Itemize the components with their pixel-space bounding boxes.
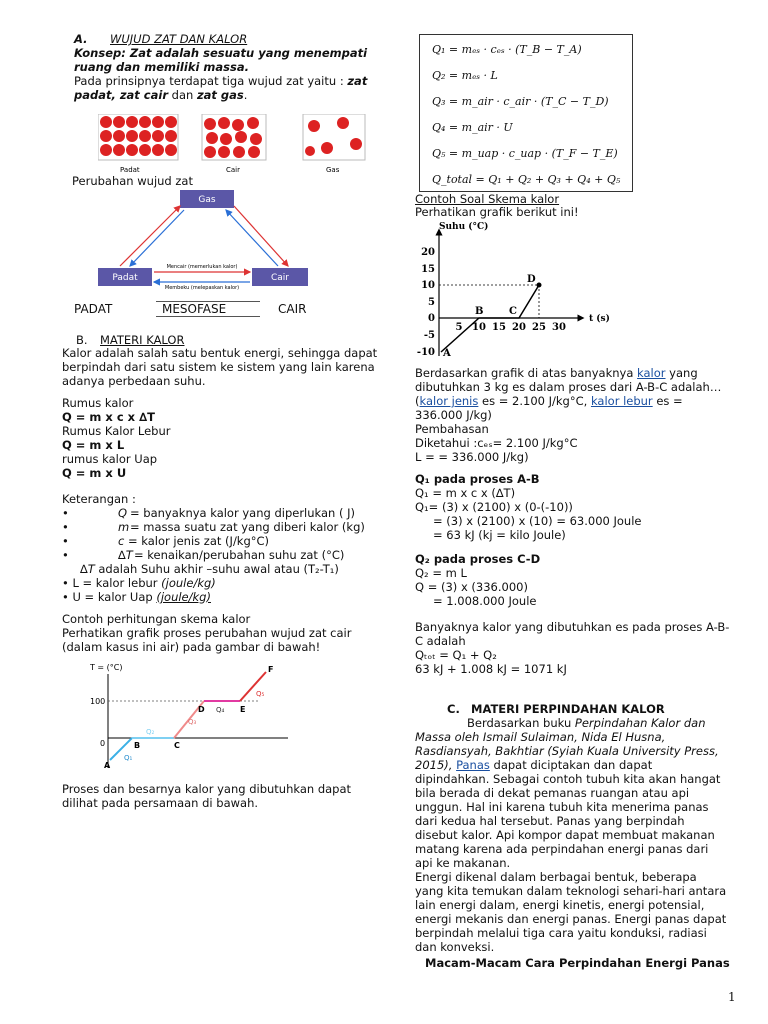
total-line-4: 63 kJ + 1.008 kJ = 1071 kJ	[415, 662, 567, 676]
chart-xtick-25: 25	[532, 322, 546, 333]
chart-xtick-15: 15	[492, 322, 506, 333]
graph-point-e: E	[240, 705, 246, 714]
section-c-line-12: berpindah melalui tiga cara yaitu konduksi, radiasi	[415, 926, 707, 940]
chart-ytick-0: 0	[428, 313, 435, 324]
graph-point-c: C	[174, 741, 180, 750]
section-a-title: WUJUD ZAT DAN KALOR	[110, 32, 248, 46]
gas-node-label: Gas	[198, 195, 216, 205]
eq-q1: Q₁ = mₑₛ · cₑₛ · (T_B − T_A)	[432, 43, 582, 56]
chart-ylabel: Suhu (°C)	[439, 222, 489, 232]
graph-q1: Q₁	[124, 754, 133, 762]
q1-line-1: Q₁ = m x c x (∆T)	[415, 486, 516, 500]
cair-node-label: Cair	[271, 273, 289, 283]
section-c-line-7: api ke makanan.	[415, 856, 511, 870]
total-line-1: Banyaknya kalor yang dibutuhkan es pada proses A-B-	[415, 620, 730, 634]
section-c-letter: C.	[447, 702, 460, 716]
pembahasan: Pembahasan	[415, 422, 489, 436]
section-c-line-2: bila berada di dekat pemanas ruangan atau api	[415, 786, 690, 800]
chart-point-b: B	[475, 306, 484, 317]
graph-y100: 100	[90, 697, 106, 706]
q2-line-2: Q = (3) x (336.000)	[415, 580, 528, 594]
q1-title: Q₁ pada proses A-B	[415, 472, 540, 486]
soal-line-3: (kalor jenis es = 2.100 J/kg°C, kalor lebur es =	[415, 394, 683, 408]
graph-ylabel: T = (°C)	[90, 663, 123, 672]
eq-q5: Q₅ = m_uap · c_uap · (T_F − T_E)	[432, 147, 618, 160]
section-c-p1: Berdasarkan buku Perpindahan Kalor dan	[467, 716, 706, 730]
section-c-p3: Rasdiansyah, Bakhtiar (Syiah Kuala University Press,	[415, 744, 719, 758]
section-c-title: MATERI PERPINDAHAN KALOR	[471, 702, 665, 716]
section-c-line-10: lain energi dalam, energi kinetis, energi potensial,	[415, 898, 705, 912]
mesofase-line-bottom	[156, 316, 260, 317]
ket-dt-extra: ∆T adalah Suhu akhir –suhu awal atau (T₂-T₁)	[80, 562, 339, 576]
section-c-line-6: matang karena ada perpindahan energi panas dari	[415, 842, 709, 856]
contoh-soal-title: Contoh Soal Skema kalor	[415, 192, 560, 206]
suhu-chart	[415, 218, 615, 360]
total-line-2: C adalah	[415, 634, 466, 648]
soal-line-1: Berdasarkan grafik di atas banyaknya kalor yang	[415, 366, 698, 380]
equations-box	[419, 34, 633, 192]
chart-ytick-10: 10	[421, 280, 435, 291]
eq-q3: Q₃ = m_air · c_air · (T_C − T_D)	[432, 95, 609, 108]
graph-y0: 0	[100, 739, 106, 748]
graph-q5: Q₅	[256, 690, 265, 698]
graph-q3: Q₃	[188, 718, 197, 726]
chart-ytick-m5: -5	[423, 330, 435, 341]
particles-gas	[303, 114, 365, 160]
eq-qtotal: Q_total = Q₁ + Q₂ + Q₃ + Q₄ + Q₅	[432, 173, 621, 186]
chart-xtick-20: 20	[512, 322, 526, 333]
graph-point-a: A	[104, 761, 111, 770]
section-b-title: MATERI KALOR	[100, 333, 185, 347]
proses-line-2: dilihat pada persamaan di bawah.	[62, 796, 259, 810]
q1-line-2: Q₁= (3) x (2100) x (0-(-10))	[415, 500, 573, 514]
particle-label-cair: Cair	[226, 166, 240, 174]
bottom-mesofase: MESOFASE	[162, 302, 227, 316]
kalor-def-3: adanya perbedaan suhu.	[62, 374, 206, 388]
contoh-line-1: Perhatikan grafik proses perubahan wujud zat cair	[62, 626, 352, 640]
eq-q4: Q₄ = m_air · U	[432, 121, 513, 134]
graph-point-f: F	[268, 665, 274, 674]
q2-title: Q₂ pada proses C-D	[415, 552, 541, 566]
ket-l: • L = kalor lebur (joule/kg)	[62, 576, 216, 590]
graph-point-b: B	[134, 741, 141, 750]
contoh-line-2: (dalam kasus ini air) pada gambar di bawah!	[62, 640, 321, 654]
link-kalor[interactable]: kalor	[637, 366, 666, 380]
rumus-uap: Q = m x U	[62, 466, 127, 480]
bottom-cair: CAIR	[278, 302, 307, 316]
section-c-line-11: energi mekanis dan energi panas. Energi panas dapat	[415, 912, 727, 926]
section-c-line-13: dan konveksi.	[415, 940, 495, 954]
rumus-lebur: Q = m x L	[62, 438, 125, 452]
link-kalor-lebur[interactable]: kalor lebur	[590, 394, 653, 408]
rumus-lebur-label: Rumus Kalor Lebur	[62, 424, 171, 438]
q1-line-4: = 63 kJ (kj = kilo Joule)	[433, 528, 566, 542]
chart-point-c: C	[509, 306, 517, 317]
l-value: L = = 336.000 J/kg)	[415, 450, 529, 464]
particles-cair	[202, 114, 266, 160]
ket-dt: • ∆T = kenaikan/perubahan suhu zat (°C)	[62, 548, 345, 562]
eq-q2: Q₂ = mₑₛ · L	[432, 69, 498, 82]
q2-line-1: Q₂ = m L	[415, 566, 467, 580]
section-c-p2: Massa oleh Ismail Sulaiman, Nida El Husna,	[415, 730, 666, 744]
soal-line-2: dibutuhkan 3 kg es dalam proses dari A-B-C adalah…	[415, 380, 722, 394]
ket-m: • m = massa suatu zat yang diberi kalor (kg)	[62, 520, 365, 534]
section-c-line-3: unggun. Hal ini karena tubuh kita menerima panas	[415, 800, 709, 814]
section-c-line-5: disebut kalor. Api kompor dapat membuat makanan	[415, 828, 715, 842]
arrow-membeku-label: Membeku (melepaskan kalor)	[164, 285, 240, 290]
chart-xtick-30: 30	[552, 322, 566, 333]
graph-q2: Q₂	[146, 728, 155, 736]
phase-change-diagram	[62, 186, 322, 290]
section-b-letter: B.	[76, 333, 88, 347]
ket-q: • Q = banyaknya kalor yang diperlukan ( J)	[62, 506, 356, 520]
padat-node-label: Padat	[112, 273, 138, 283]
chart-ytick-15: 15	[421, 264, 435, 275]
section-c-line-4: dari kedua hal tersebut. Panas yang berpindah	[415, 814, 685, 828]
chart-xlabel: t (s)	[589, 314, 610, 324]
rumus-kalor-label: Rumus kalor	[62, 396, 134, 410]
arrow-mencair-label: Mencair (memerlukan kalor)	[166, 264, 238, 270]
section-c-line-8: Energi dikenal dalam berbagai bentuk, beberapa	[415, 870, 697, 884]
chart-point-d-marker	[537, 283, 542, 288]
page-number: 1	[728, 990, 736, 1004]
chart-point-a: A	[443, 348, 451, 359]
intro-line-2: padat, zat cair dan zat gas.	[74, 88, 248, 102]
particle-label-gas: Gas	[326, 166, 340, 174]
section-c-line-1: dipindahkan. Sebagai contoh tubuh kita akan hangat	[415, 772, 721, 786]
konsep-line-1: Konsep: Zat adalah sesuatu yang menempati	[74, 46, 368, 60]
particle-illustration	[98, 114, 368, 176]
particle-label-padat: Padat	[120, 166, 140, 174]
particles-padat	[98, 114, 178, 160]
rumus-uap-label: rumus kalor Uap	[62, 452, 158, 466]
chart-ytick-m10: -10	[416, 347, 435, 358]
chart-xtick-10: 10	[472, 322, 486, 333]
chart-ytick-5: 5	[428, 297, 435, 308]
soal-line-4: 336.000 J/kg)	[415, 408, 492, 422]
chart-xtick-5: 5	[455, 322, 463, 333]
bottom-padat: PADAT	[74, 302, 113, 316]
keterangan-label: Keterangan :	[62, 492, 136, 506]
ket-u: • U = kalor Uap (joule/kg)	[62, 590, 211, 604]
perhatikan-grafik: Perhatikan grafik berikut ini!	[415, 205, 579, 219]
intro-line-1: Pada prinsipnya terdapat tiga wujud zat yaitu : zat	[74, 74, 368, 88]
chart-ytick-20: 20	[421, 247, 435, 258]
section-c-p4: 2015), Panas dapat diciptakan dan dapat	[415, 758, 653, 772]
section-c-line-9: yang kita temukan dalam teknologi sehari-hari antara	[415, 884, 727, 898]
konsep-line-2: ruang dan memiliki massa.	[74, 60, 249, 74]
heating-curve-graph	[90, 660, 290, 772]
kalor-def-1: Kalor adalah salah satu bentuk energi, sehingga dapat	[62, 346, 378, 360]
graph-q4: Q₄	[216, 706, 225, 714]
link-panas[interactable]: Panas	[456, 758, 490, 772]
ket-c: • c = kalor jenis zat (J/kg°C)	[62, 534, 270, 548]
graph-point-d: D	[198, 705, 205, 714]
q1-line-3: = (3) x (2100) x (10) = 63.000 Joule	[433, 514, 642, 528]
diketahui: Diketahui :cₑₛ= 2.100 J/kg°C	[415, 436, 578, 450]
proses-line-1: Proses dan besarnya kalor yang dibutuhkan dapat	[62, 782, 352, 796]
rumus-kalor: Q = m x c x ∆T	[62, 410, 155, 424]
kalor-def-2: berpindah dari satu sistem ke sistem yang lain karena	[62, 360, 375, 374]
macam-cara-heading: Macam-Macam Cara Perpindahan Energi Panas	[425, 956, 730, 970]
chart-point-d: D	[527, 274, 536, 285]
q2-line-3: = 1.008.000 Joule	[433, 594, 537, 608]
perubahan-wujud-label: Perubahan wujud zat	[72, 174, 193, 188]
contoh-title: Contoh perhitungan skema kalor	[62, 612, 251, 626]
section-a-letter: A.	[74, 32, 88, 46]
link-kalor-jenis[interactable]: kalor jenis	[419, 394, 479, 408]
total-line-3: Qₜₒₜ = Q₁ + Q₂	[415, 648, 497, 662]
